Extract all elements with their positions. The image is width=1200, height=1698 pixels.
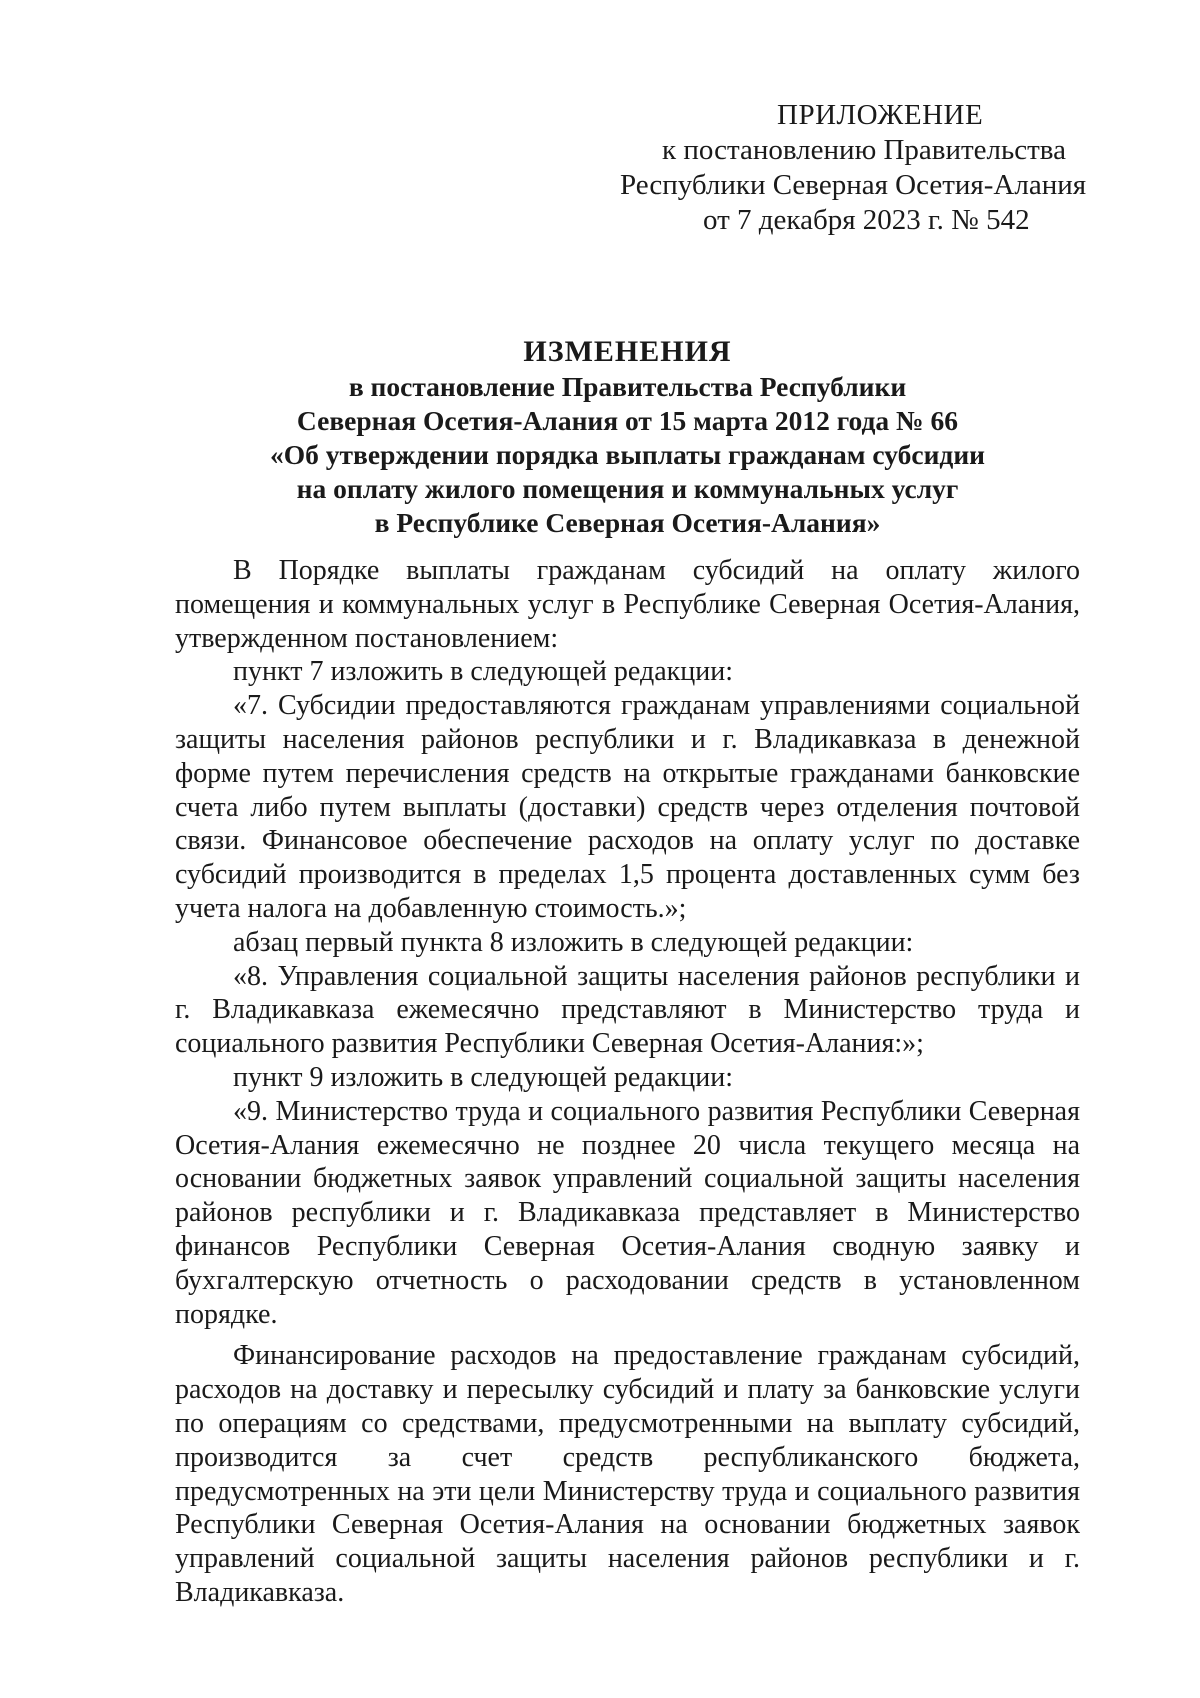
body-paragraph: «7. Субсидии предоставляются гражданам управлениями социальной защиты населения районов республики и г. Владикавказа в денежной форме путем перечисления средств на открытые гражданами банковские счета либо путем выплаты (доставки) средств через отделения почтовой связи. Финансовое обеспечение расходов на оплату услуг по доставке субсидий производится в пределах 1,5 процента доставленных сумм без учета налога на добавленную стоимость.»;	[175, 690, 1080, 924]
body-paragraph: Финансирование расходов на предоставление гражданам субсидий, расходов на доставку и пересылку субсидий и плату за банковские услуги по операциям со средствами, предусмотренными на выплату субсидий, производится за счет средств республиканского бюджета, предусмотренных на эти цели Министерству труда и социального развития Республики Северная Осетия-Алания на основании бюджетных заявок управлений социальной защиты населения районов республики и г. Владикавказа.	[175, 1340, 1080, 1608]
appendix-line-resolution: к постановлению Правительства	[662, 134, 1066, 166]
document-body	[175, 554, 1080, 1610]
body-paragraph: пункт 7 изложить в следующей редакции:	[233, 656, 733, 688]
body-paragraph: абзац первый пункта 8 изложить в следующей редакции:	[233, 926, 914, 958]
appendix-line-date-number: от 7 декабря 2023 г. № 542	[703, 204, 1030, 236]
heading-line: в Республике Северная Осетия-Алания»	[374, 507, 881, 538]
heading-line: в постановление Правительства Республики	[348, 371, 907, 402]
appendix-title: ПРИЛОЖЕНИЕ	[777, 99, 984, 131]
body-paragraph: «8. Управления социальной защиты населения районов республики и г. Владикавказа ежемесячно представляют в Министерство труда и социального развития Республики Северная Осетия-Алания:»;	[175, 960, 1080, 1060]
body-paragraph: «9. Министерство труда и социального развития Республики Северная Осетия-Алания ежемесячно не позднее 20 числа текущего месяца на основании бюджетных заявок управлений социальной защиты населения районов республики и г. Владикавказа представляет в Министерство финансов Республики Северная Осетия-Алания сводную заявку и бухгалтерскую отчетность о расходовании средств в установленном порядке.	[175, 1095, 1080, 1330]
body-paragraph: В Порядке выплаты гражданам субсидий на оплату жилого помещения и коммунальных услуг в Республике Северная Осетия-Алания, утвержденном постановлением:	[175, 555, 1080, 654]
heading-line: «Об утверждении порядка выплаты гражданам субсидии	[269, 439, 986, 470]
heading-line: на оплату жилого помещения и коммунальных услуг	[296, 473, 959, 504]
heading-line: Северная Осетия-Алания от 15 марта 2012 года № 66	[296, 405, 959, 436]
body-paragraph: пункт 9 изложить в следующей редакции:	[233, 1061, 733, 1093]
appendix-line-republic: Республики Северная Осетия-Алания	[620, 169, 1087, 201]
heading-title: ИЗМЕНЕНИЯ	[523, 335, 732, 368]
document-heading	[175, 335, 1080, 540]
appendix-block	[620, 98, 1090, 238]
